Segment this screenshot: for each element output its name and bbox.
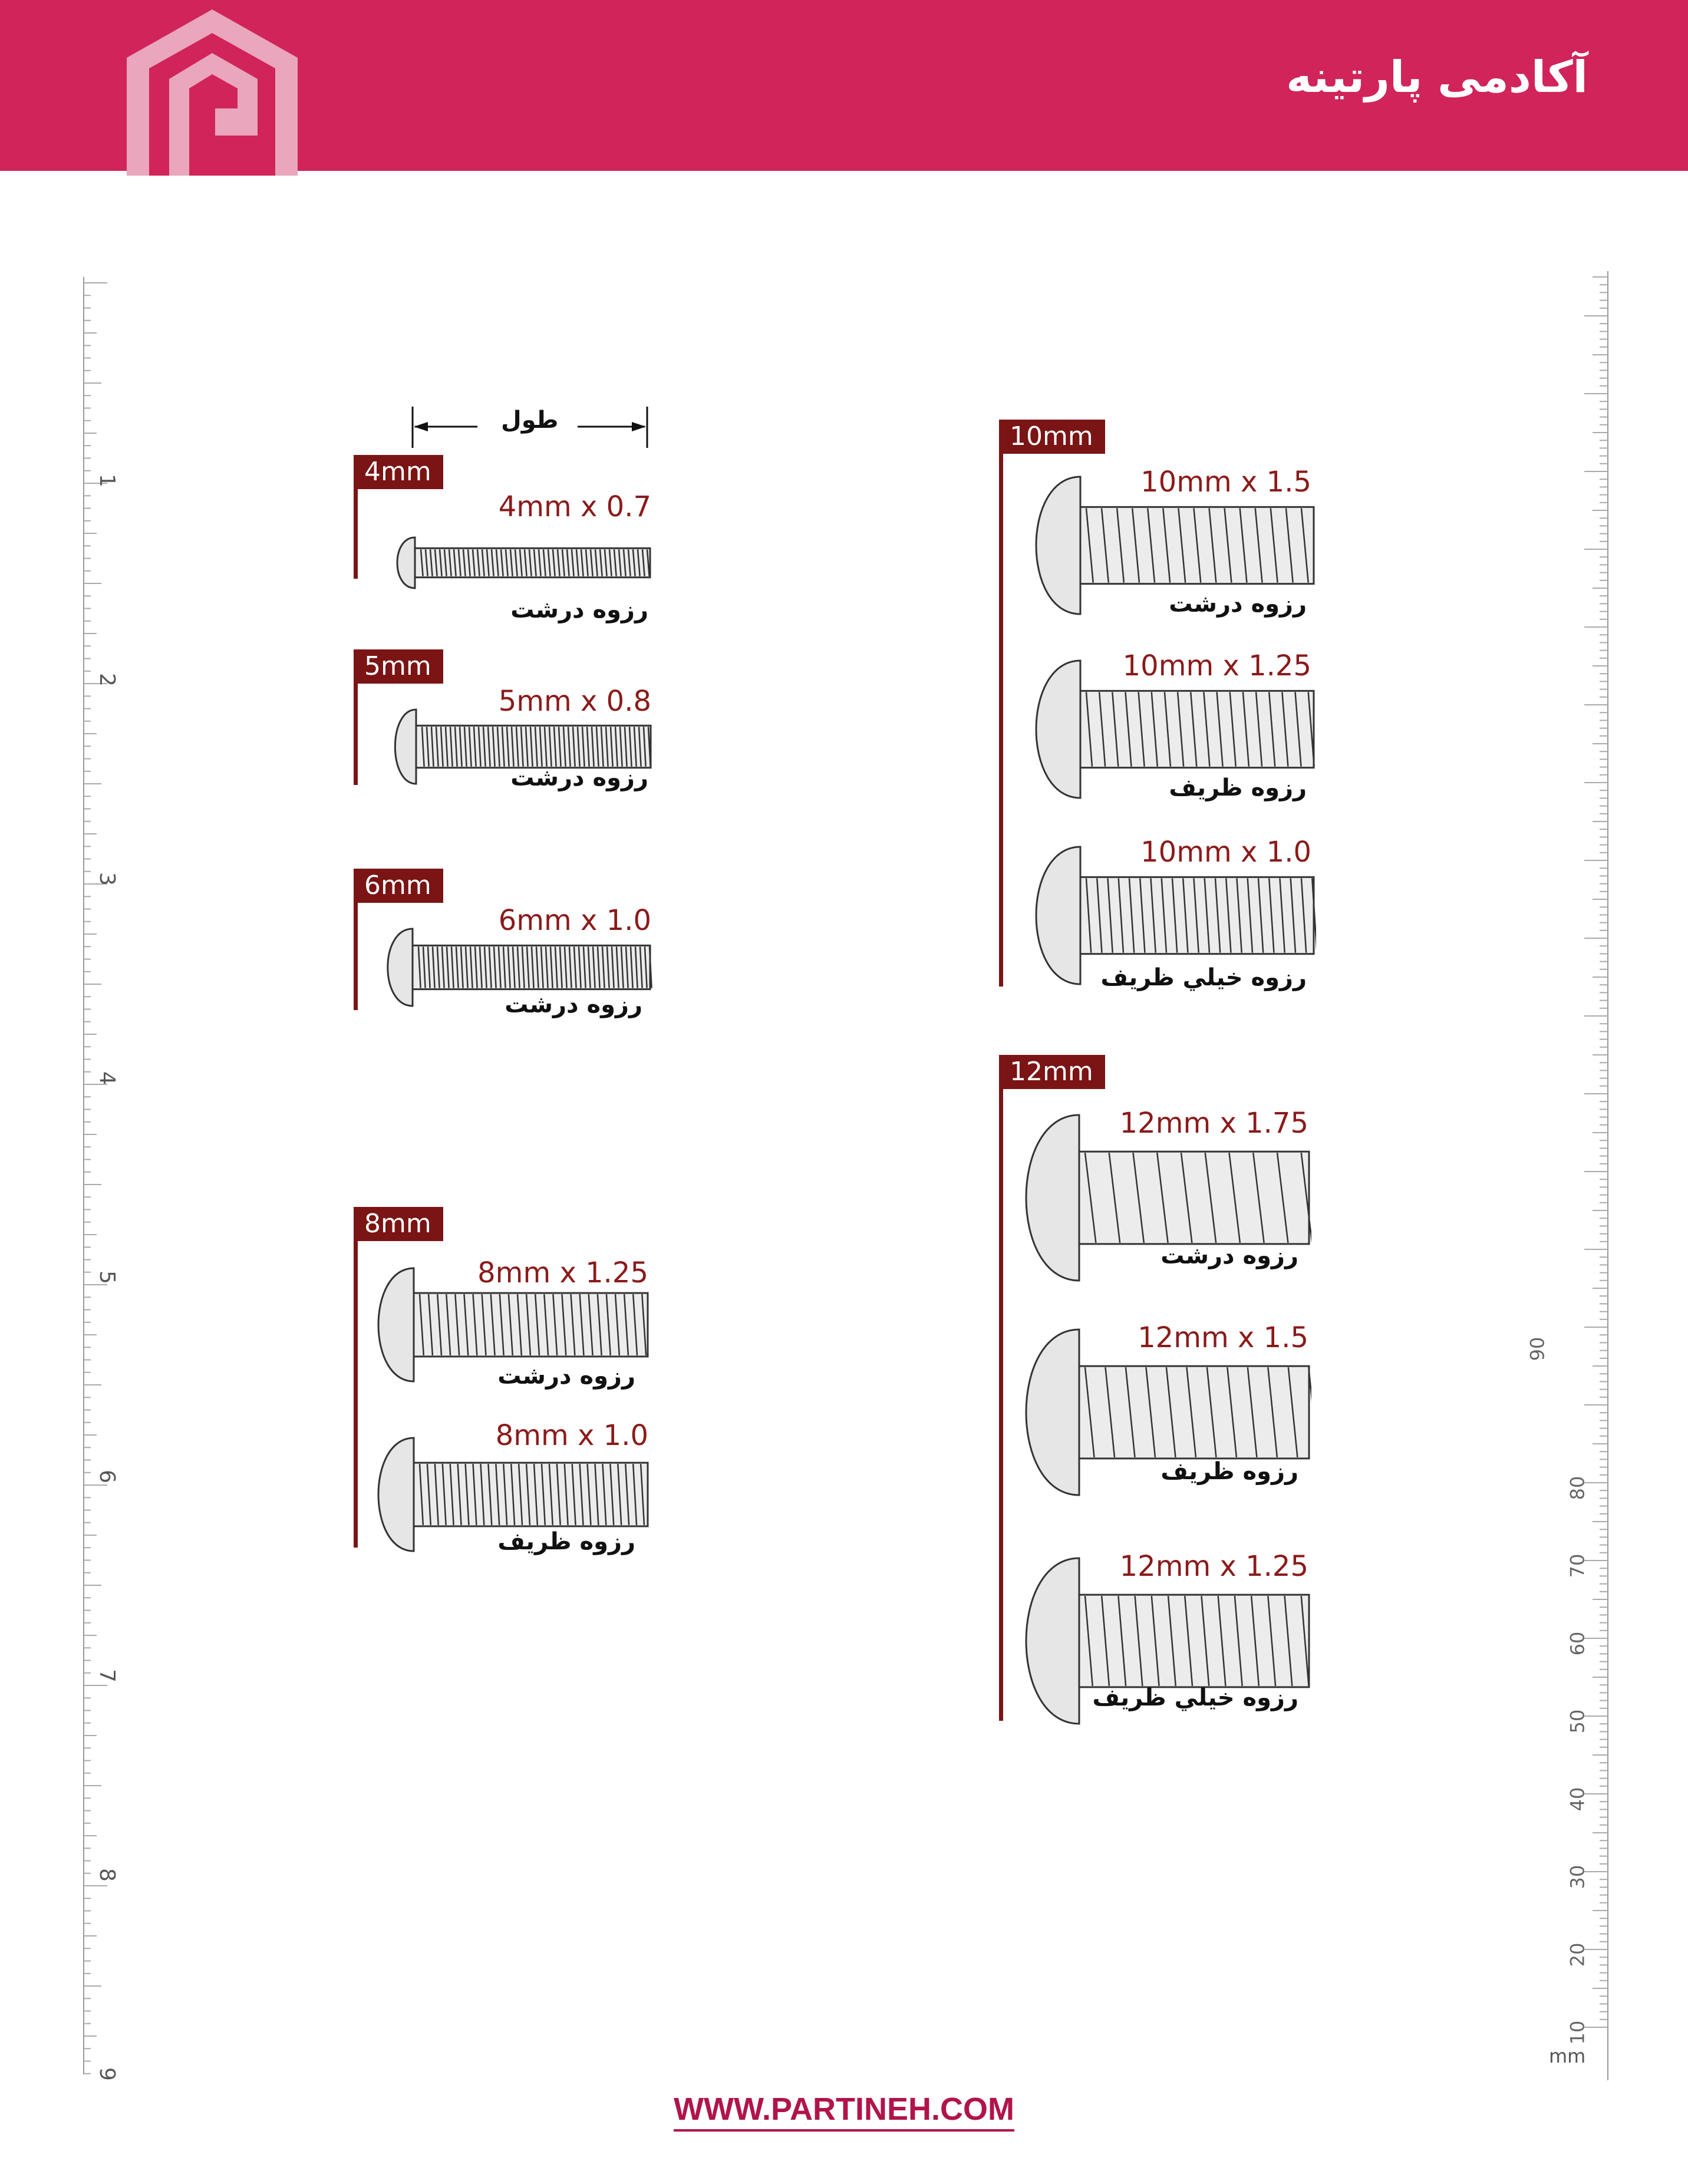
ruler-number: 5 [94, 1271, 119, 1284]
ruler-number: 8 [94, 1868, 119, 1882]
footer-website-link[interactable] [0, 2091, 1688, 2127]
ruler-number: 30 [1566, 1865, 1589, 1889]
thread-type: رزوه ظریف [497, 1528, 635, 1555]
bolt-spec: 12mm x 1.75 [1119, 1107, 1308, 1140]
footer-url-text[interactable]: WWW.PARTINEH.COM [674, 2091, 1014, 2132]
thread-type: رزوه درشت [1169, 590, 1307, 618]
ruler-number: 20 [1566, 1942, 1589, 1967]
thread-type: رزوه درشت [497, 1362, 635, 1390]
thread-type: رزوه درشت [510, 596, 648, 623]
bolt-spec: 5mm x 0.8 [498, 685, 651, 718]
thread-type: رزوه درشت [510, 764, 648, 791]
bolt-spec: 12mm x 1.25 [1119, 1550, 1308, 1583]
ruler-number: 2 [94, 673, 119, 687]
size-tag: 10mm [999, 420, 1105, 454]
ruler-number: 60 [1566, 1631, 1589, 1656]
header-bar [0, 0, 1688, 171]
ruler-number: 6 [94, 1470, 119, 1483]
partineh-logo-icon [121, 5, 304, 176]
size-tag: 6mm [354, 869, 443, 903]
bolt-spec: 4mm x 0.7 [498, 490, 651, 523]
size-tag: 5mm [354, 649, 443, 684]
bolt-spec: 6mm x 1.0 [498, 904, 651, 937]
ruler-number: 10 [1566, 2020, 1589, 2045]
size-tag: 4mm [354, 455, 443, 489]
size-tag: 8mm [354, 1207, 443, 1241]
thread-type: رزوه درشت [505, 991, 642, 1018]
ruler-number: 3 [94, 872, 119, 886]
size-tag: 12mm [999, 1055, 1105, 1089]
bolt-spec: 10mm x 1.25 [1122, 649, 1311, 682]
ruler-unit-label: mm [1549, 2045, 1586, 2067]
ruler-number: 9 [94, 2067, 119, 2081]
thread-type: رزوه درشت [1160, 1242, 1298, 1269]
bolt-spec: 8mm x 1.25 [477, 1256, 648, 1289]
ruler-number: 80 [1566, 1476, 1589, 1500]
ruler-number: 1 [94, 474, 119, 487]
ruler-number: 7 [94, 1669, 119, 1682]
length-label: طول [501, 407, 559, 434]
ruler-number: 50 [1566, 1709, 1589, 1734]
ruler-left [75, 277, 111, 2077]
page-title: آکادمی پارتینه [1286, 52, 1588, 103]
bolt-spec: 8mm x 1.0 [495, 1419, 648, 1452]
ruler-number: 4 [94, 1071, 119, 1085]
thread-type: رزوه ظریف [1169, 774, 1307, 801]
bolt-spec: 10mm x 1.0 [1140, 836, 1311, 869]
bolt-spec: 10mm x 1.5 [1140, 466, 1311, 499]
thread-type: رزوه خيلي ظريف [1100, 964, 1307, 991]
bolt-icon [396, 536, 652, 589]
thread-type: رزوه ظریف [1160, 1458, 1298, 1485]
ruler-number: 70 [1566, 1553, 1589, 1578]
ruler-number: 40 [1566, 1787, 1589, 1812]
ruler-number: 90 [1526, 1337, 1549, 1361]
thread-type: رزوه خيلي ظريف [1092, 1684, 1298, 1711]
bolt-spec: 12mm x 1.5 [1138, 1321, 1308, 1354]
